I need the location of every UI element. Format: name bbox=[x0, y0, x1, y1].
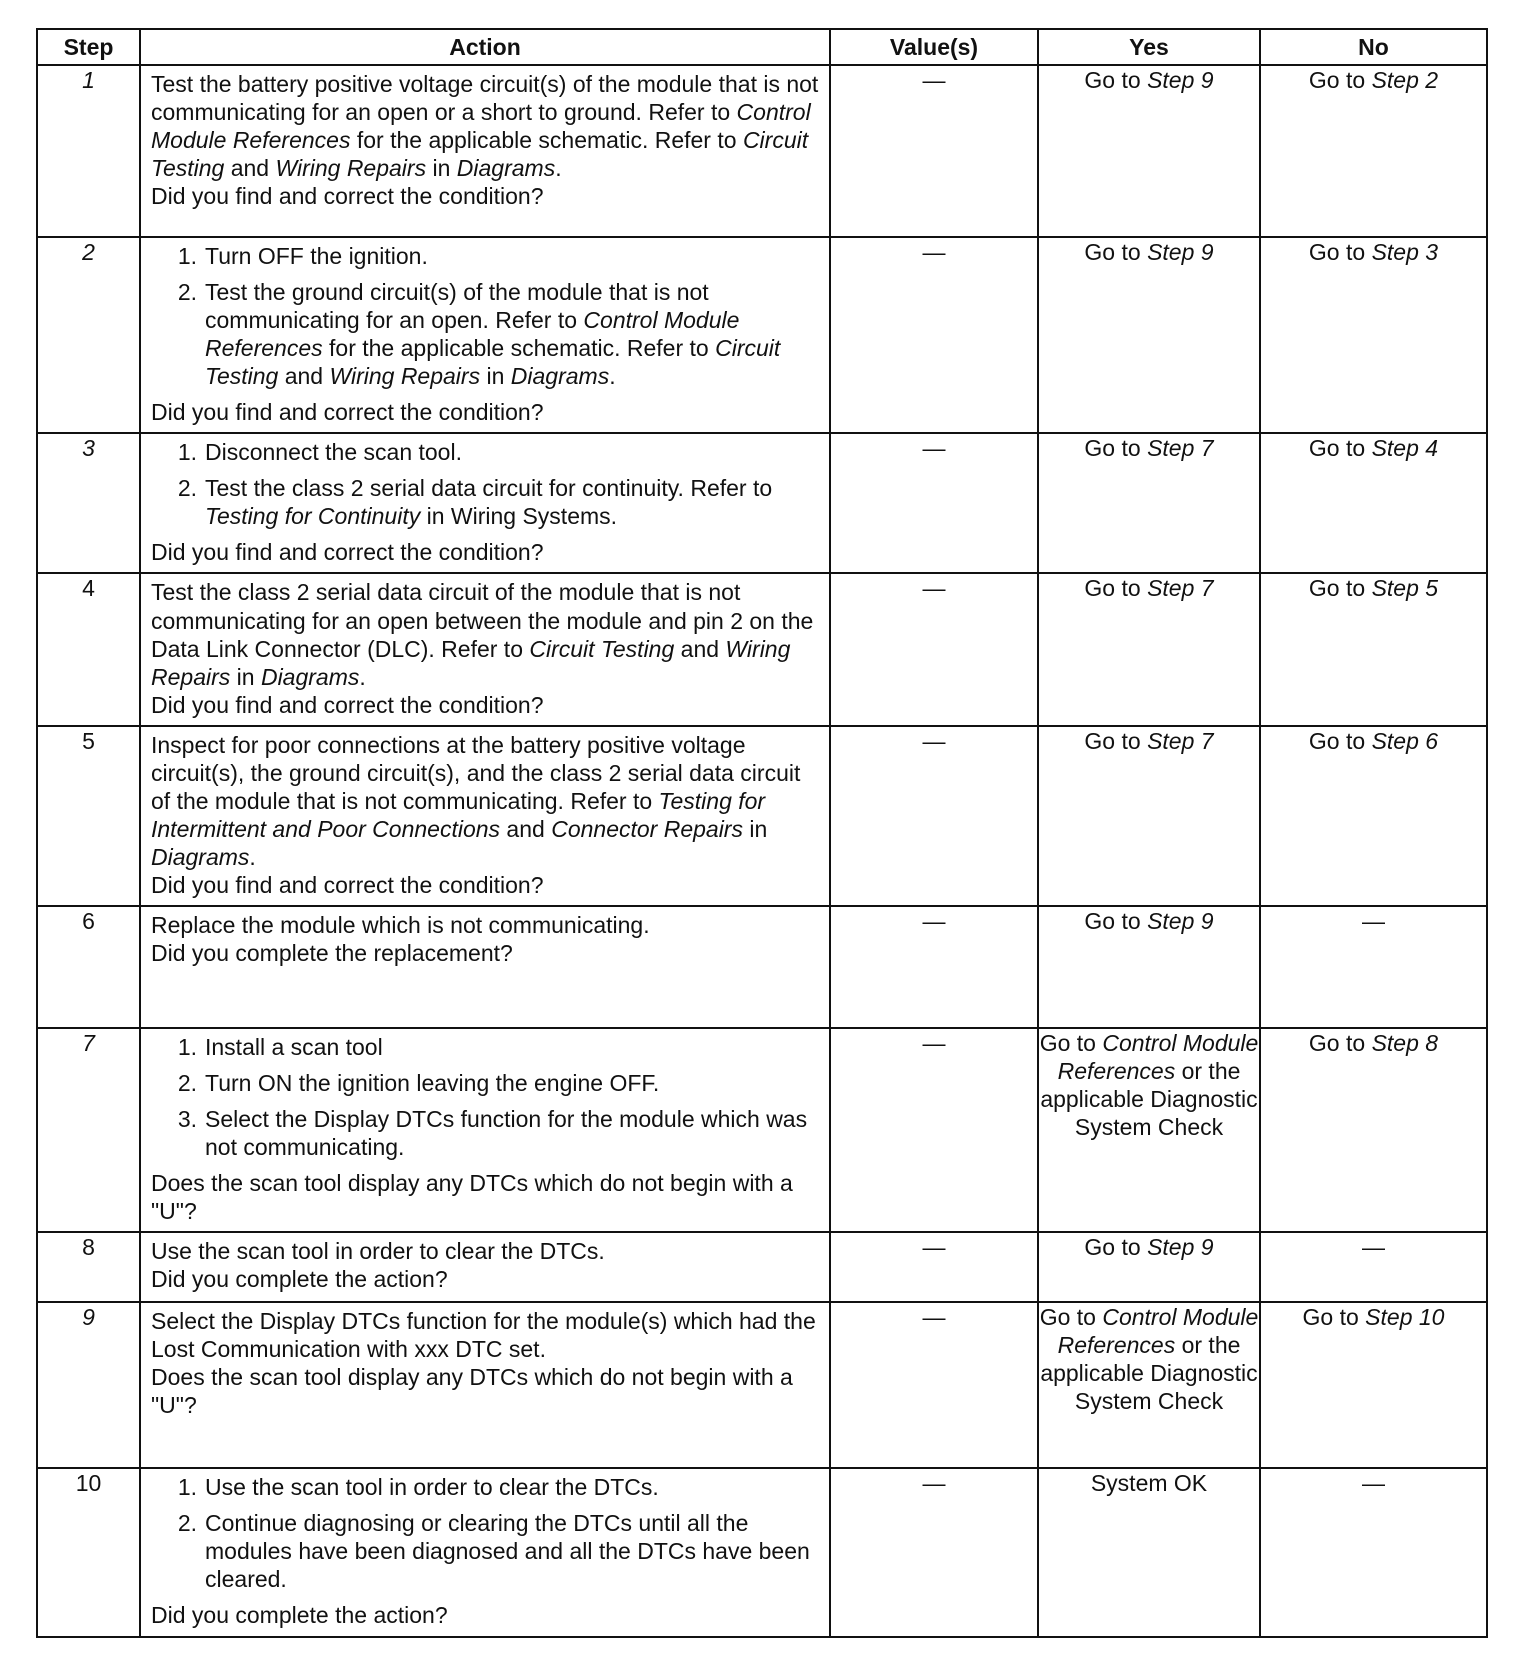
action-question: Did you find and correct the condition? bbox=[151, 691, 544, 718]
no-result: Go to Step 2 bbox=[1308, 67, 1439, 93]
action-cell bbox=[140, 237, 830, 433]
step-number: 9 bbox=[37, 1302, 140, 1468]
no-cell bbox=[1260, 1302, 1487, 1468]
header-row bbox=[37, 29, 1487, 65]
step-number: 5 bbox=[37, 726, 140, 906]
yes-result: Go to Step 9 bbox=[1084, 1234, 1214, 1261]
action-text: Test the class 2 serial data circuit of the module that is not communicating for an open between the module and pin 2 on the Data Link Connector (DLC). Refer to Circuit Testing and Wiring Repairs in Diagrams. bbox=[151, 579, 814, 690]
action-question: Did you find and correct the condition? bbox=[151, 539, 544, 566]
value-cell: — bbox=[830, 1468, 1038, 1636]
no-cell bbox=[1260, 433, 1487, 573]
value-cell: — bbox=[830, 237, 1038, 433]
value-cell: — bbox=[830, 1302, 1038, 1468]
step-number: 2 bbox=[37, 237, 140, 433]
header-step: Step bbox=[37, 29, 140, 65]
yes-cell bbox=[1038, 237, 1260, 433]
table-row bbox=[37, 726, 1487, 906]
action-question: Does the scan tool display any DTCs which do not begin with a "U"? bbox=[151, 1170, 793, 1225]
step-number: 10 bbox=[37, 1468, 140, 1636]
no-cell bbox=[1260, 65, 1487, 237]
action-question: Did you complete the action? bbox=[151, 1602, 448, 1629]
action-question: Did you find and correct the condition? bbox=[151, 183, 544, 210]
action-cell bbox=[140, 906, 830, 1028]
no-result: Go to Step 5 bbox=[1308, 575, 1439, 602]
step-number: 4 bbox=[37, 573, 140, 725]
yes-result: Go to Control Module References or the applicable Diagnostic System Check bbox=[1039, 1304, 1259, 1415]
list-item: 1. Install a scan tool bbox=[177, 1033, 383, 1060]
no-cell: — bbox=[1260, 906, 1487, 1028]
yes-result: Go to Control Module References or the applicable Diagnostic System Check bbox=[1039, 1029, 1259, 1141]
list-item: 1. Disconnect the scan tool. bbox=[177, 439, 462, 466]
list-item: 1. Turn OFF the ignition. bbox=[177, 243, 428, 269]
action-cell bbox=[140, 1232, 830, 1302]
list-item: 3. Select the Display DTCs function for the module which was not communicating. bbox=[177, 1106, 808, 1161]
yes-result: Go to Step 9 bbox=[1084, 239, 1214, 265]
header-yes: Yes bbox=[1038, 29, 1260, 65]
action-cell bbox=[140, 65, 830, 237]
no-result: Go to Step 3 bbox=[1308, 239, 1439, 265]
action-text: Inspect for poor connections at the battery positive voltage circuit(s), the ground circuit(s), and the class 2 serial data circuit of the module that is not communicating. Refer to Testing for Intermittent and Poor Connections and Connector Repairs in Diagrams. bbox=[151, 731, 801, 870]
step-number: 7 bbox=[37, 1028, 140, 1232]
yes-result: System OK bbox=[1090, 1470, 1208, 1497]
no-result: Go to Step 4 bbox=[1308, 435, 1439, 462]
action-text: Use the scan tool in order to clear the DTCs. bbox=[151, 1238, 605, 1265]
table-row bbox=[37, 1232, 1487, 1302]
list-item: 1. Use the scan tool in order to clear the DTCs. bbox=[177, 1474, 659, 1501]
action-list bbox=[151, 1473, 821, 1601]
step-number: 1 bbox=[37, 65, 140, 237]
step-number: 3 bbox=[37, 433, 140, 573]
diagnostic-table bbox=[36, 28, 1488, 1638]
action-question: Did you find and correct the condition? bbox=[151, 871, 544, 898]
action-question: Did you find and correct the condition? bbox=[151, 399, 544, 426]
no-result: Go to Step 6 bbox=[1308, 727, 1439, 754]
action-question: Does the scan tool display any DTCs which do not begin with a "U"? bbox=[151, 1364, 793, 1419]
action-cell bbox=[140, 1302, 830, 1468]
list-item: 2. Test the class 2 serial data circuit for continuity. Refer to Testing for Continuity in Wiring Systems. bbox=[177, 475, 773, 530]
action-cell bbox=[140, 1028, 830, 1232]
yes-cell bbox=[1038, 65, 1260, 237]
action-question: Did you complete the replacement? bbox=[151, 940, 513, 967]
no-result: Go to Step 10 bbox=[1302, 1304, 1445, 1331]
action-cell bbox=[140, 433, 830, 573]
step-number: 8 bbox=[37, 1232, 140, 1302]
yes-result: Go to Step 9 bbox=[1084, 67, 1214, 93]
value-cell: — bbox=[830, 433, 1038, 573]
action-list bbox=[151, 438, 821, 538]
no-cell: — bbox=[1260, 1232, 1487, 1302]
table-row bbox=[37, 1468, 1487, 1636]
header-value: Value(s) bbox=[830, 29, 1038, 65]
list-item: 2. Turn ON the ignition leaving the engine OFF. bbox=[177, 1070, 660, 1097]
action-cell bbox=[140, 573, 830, 725]
action-question: Did you complete the action? bbox=[151, 1266, 448, 1293]
table-row bbox=[37, 573, 1487, 725]
value-cell: — bbox=[830, 65, 1038, 237]
yes-cell bbox=[1038, 1232, 1260, 1302]
no-cell bbox=[1260, 237, 1487, 433]
table-row bbox=[37, 1302, 1487, 1468]
value-cell: — bbox=[830, 1232, 1038, 1302]
no-result: Go to Step 8 bbox=[1308, 1029, 1439, 1056]
no-cell bbox=[1260, 573, 1487, 725]
table-row bbox=[37, 1028, 1487, 1232]
yes-cell bbox=[1038, 1302, 1260, 1468]
yes-cell bbox=[1038, 573, 1260, 725]
action-list bbox=[151, 242, 821, 398]
header-action: Action bbox=[140, 29, 830, 65]
action-text: Test the battery positive voltage circuit(s) of the module that is not communicating for an open or a short to ground. Refer to Control Module References for the applicable schematic. Refer to Circuit Testing and Wiring Repairs in Diagrams. bbox=[151, 71, 819, 182]
action-text: Replace the module which is not communicating. bbox=[151, 911, 650, 938]
yes-cell bbox=[1038, 433, 1260, 573]
value-cell: — bbox=[830, 1028, 1038, 1232]
action-cell bbox=[140, 726, 830, 906]
yes-result: Go to Step 7 bbox=[1084, 727, 1214, 754]
value-cell: — bbox=[830, 726, 1038, 906]
no-cell bbox=[1260, 726, 1487, 906]
yes-result: Go to Step 7 bbox=[1084, 435, 1214, 462]
list-item: 2. Continue diagnosing or clearing the DTCs until all the modules have been diagnosed and all the DTCs have been cleared. bbox=[177, 1510, 810, 1593]
yes-cell bbox=[1038, 1468, 1260, 1636]
action-cell bbox=[140, 1468, 830, 1636]
table-row bbox=[37, 237, 1487, 433]
value-cell: — bbox=[830, 573, 1038, 725]
header-no: No bbox=[1260, 29, 1487, 65]
table-row bbox=[37, 65, 1487, 237]
action-list bbox=[151, 1033, 821, 1169]
yes-cell bbox=[1038, 906, 1260, 1028]
action-text: Select the Display DTCs function for the module(s) which had the Lost Communication with xxx DTC set. bbox=[151, 1308, 816, 1363]
yes-cell bbox=[1038, 726, 1260, 906]
step-number: 6 bbox=[37, 906, 140, 1028]
list-item: 2. Test the ground circuit(s) of the module that is not communicating for an open. Refer to Control Module References for the applicable schematic. Refer to Circuit Testing and Wiring Repairs in Diagrams. bbox=[177, 279, 781, 390]
table-row bbox=[37, 433, 1487, 573]
table-row bbox=[37, 906, 1487, 1028]
yes-result: Go to Step 9 bbox=[1084, 907, 1214, 934]
no-cell bbox=[1260, 1028, 1487, 1232]
yes-cell bbox=[1038, 1028, 1260, 1232]
no-cell: — bbox=[1260, 1468, 1487, 1636]
yes-result: Go to Step 7 bbox=[1084, 575, 1214, 602]
value-cell: — bbox=[830, 906, 1038, 1028]
